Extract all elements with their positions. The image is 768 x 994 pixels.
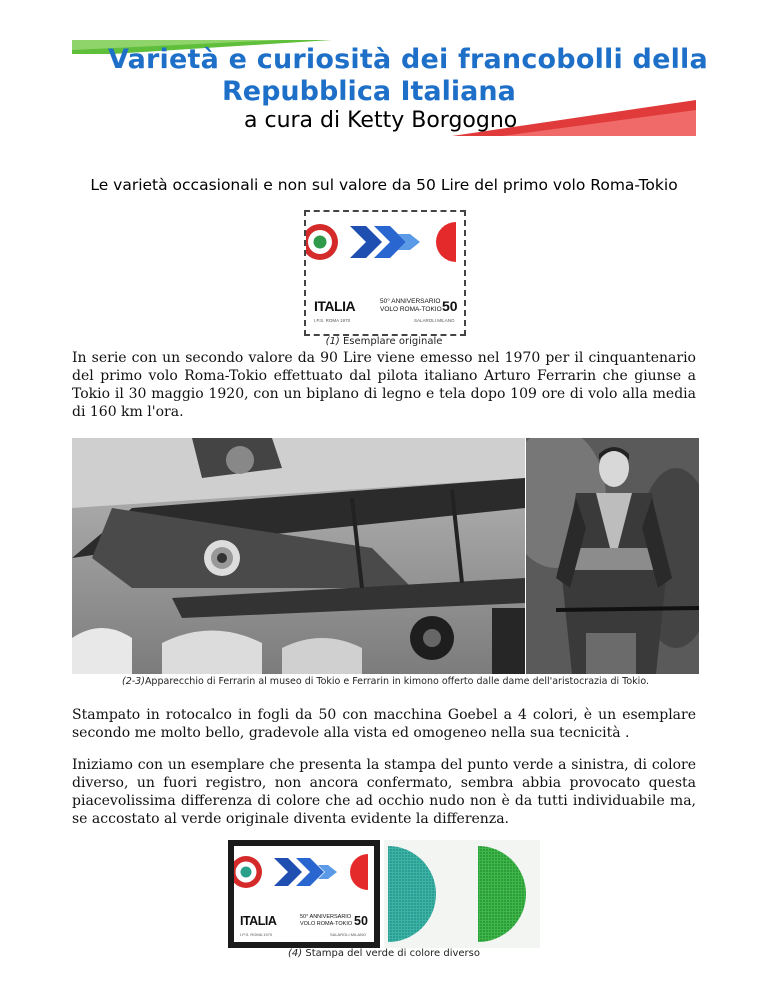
figure23-number: (2-3) — [122, 676, 145, 687]
biplane-illustration — [72, 438, 525, 674]
stamp-artwork — [306, 212, 464, 334]
figure23-text: Apparecchio di Ferrarin al museo di Tokio e Ferrarin in kimono offerto dalle dame dell'aristocrazia di Tokio. — [144, 676, 649, 687]
ferrarin-illustration — [526, 438, 699, 674]
stamp-variety-image — [228, 840, 380, 948]
stamp-anniversary: 50° ANNIVERSARIO — [380, 298, 441, 305]
figure23-caption — [72, 676, 699, 687]
stamp-variety-printer-right: SALAROLI MILANO — [330, 932, 367, 937]
stamp-variety-anniversary: 50° ANNIVERSARIO — [300, 914, 352, 920]
page-title: Le varietà occasionali e non sul valore da 50 Lire del primo volo Roma-Tokio — [90, 176, 678, 194]
stamp-value: 50 — [442, 298, 458, 314]
figure4-number: (4) — [288, 948, 303, 959]
figure4-text: Stampa del verde di colore diverso — [302, 948, 480, 959]
stamp-flight: VOLO ROMA-TOKIO — [380, 306, 442, 313]
header-banner — [72, 40, 708, 136]
stamp-variety-country: ITALIA — [240, 914, 277, 928]
figure4-caption — [0, 948, 768, 959]
paragraph-variety: Iniziamo con un esemplare che presenta la stampa del punto verde a sinistra, di colore diverso, un fuori registro, non ancora confermato, sembra abbia provocato questa piacevolissima differenza di colore che ad occhio nudo non è da tutti individuabile ma, se accostato al verde originale diventa evidente la differenza. — [72, 757, 696, 827]
banner-title-line1: Varietà e curiosità dei francobolli della — [108, 44, 708, 75]
figure1-caption — [0, 336, 768, 347]
stamp-variety-printer-left: I.P.S. ROMA 1970 — [240, 932, 273, 937]
paragraph-printing: Stampato in rotocalco in fogli da 50 con macchina Goebel a 4 colori, è un esemplare secondo me molto bello, gradevole alla vista ed omogeneo nella sua tecnicità . — [72, 707, 696, 741]
green-halves-graphic — [384, 840, 540, 948]
stamp-variety-face — [234, 846, 374, 942]
banner-title-line2: Repubblica Italiana — [222, 76, 516, 107]
stamp-variety-value: 50 — [354, 914, 368, 928]
green-dot-comparison — [384, 840, 540, 948]
figure1-number: (1) — [325, 336, 340, 347]
stamp-printer-left: I.P.S. ROMA 1970 — [314, 318, 351, 323]
ferrarin-kimono-photo — [526, 438, 699, 674]
biplane-museum-photo — [72, 438, 525, 674]
stamp-printer-right: SALAROLI MILANO — [414, 318, 455, 323]
banner-author: a cura di Ketty Borgogno — [244, 108, 518, 133]
figure1-text: Esemplare originale — [339, 336, 443, 347]
paragraph-intro: In serie con un secondo valore da 90 Lire viene emesso nel 1970 per il cinquantenario del primo volo Roma-Tokio effettuato dal pilota italiano Arturo Ferrarin che giunse a Tokio il 30 maggio 1920, con un biplano di legno e tela dopo 109 ore di volo alla media di 160 km l'ora. — [72, 350, 696, 420]
stamp-country: ITALIA — [314, 298, 356, 314]
stamp-variety-flight: VOLO ROMA-TOKIO — [300, 921, 353, 927]
stamp-original-image — [304, 210, 466, 336]
